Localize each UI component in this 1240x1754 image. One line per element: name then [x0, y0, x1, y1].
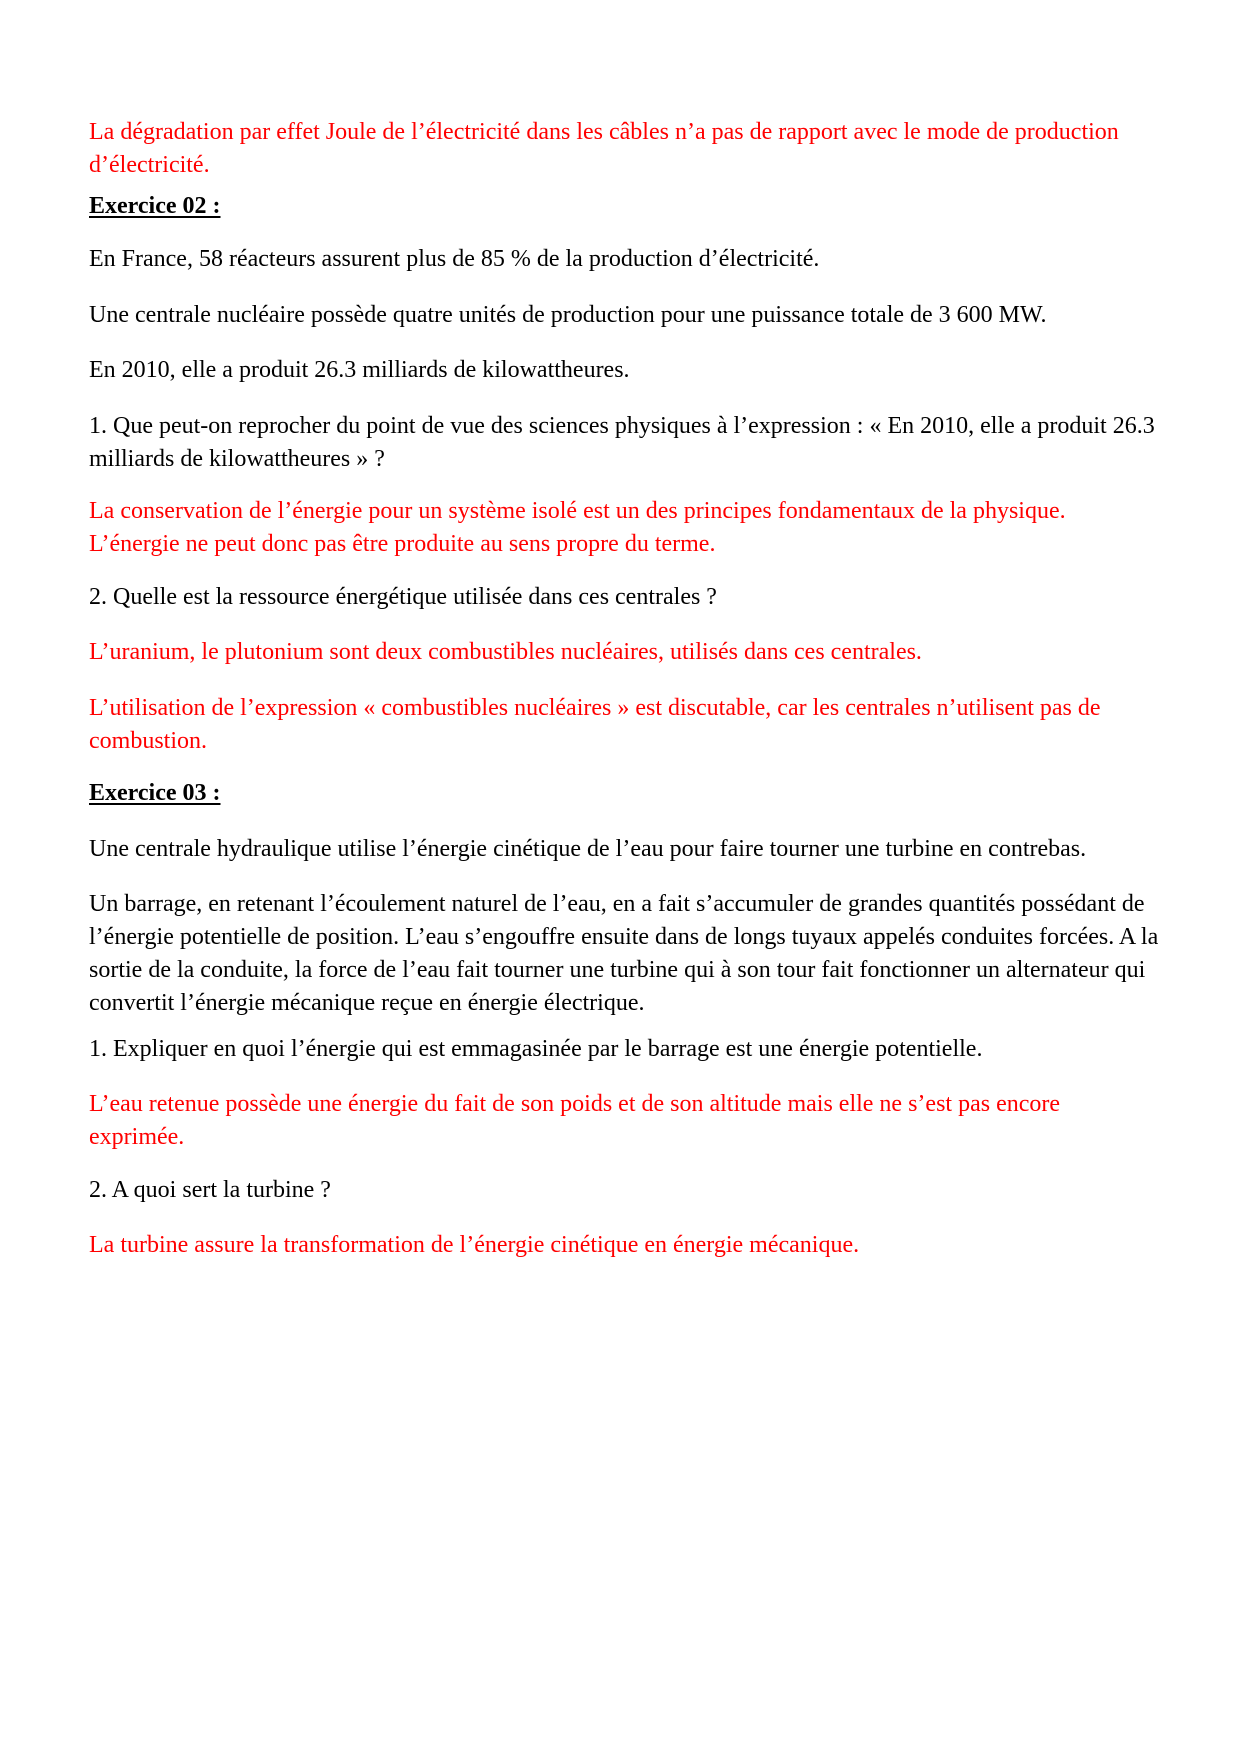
statement-hydraulic-plant: Une centrale hydraulique utilise l’énergie cinétique de l’eau pour faire tourner une turbine en contrebas. [89, 836, 1087, 862]
statement-nuclear-plant-power: Une centrale nucléaire possède quatre unités de production pour une puissance totale de 3 600 MW. [89, 302, 1047, 328]
heading-exercice-03: Exercice 03 : [89, 780, 221, 806]
question-3-1: 1. Expliquer en quoi l’énergie qui est emmagasinée par le barrage est une énergie potentielle. [89, 1036, 983, 1062]
question-2-2: 2. Quelle est la ressource énergétique utilisée dans ces centrales ? [89, 584, 717, 610]
statement-france-reactors: En France, 58 réacteurs assurent plus de 85 % de la production d’électricité. [89, 246, 820, 272]
answer-2-2-fuels: L’uranium, le plutonium sont deux combustibles nucléaires, utilisés dans ces centrales. [89, 639, 922, 665]
answer-3-1: L’eau retenue possède une énergie du fait de son poids et de son altitude mais elle ne s’est pas encore exprimée. [89, 1091, 1061, 1150]
statement-dam-description: Un barrage, en retenant l’écoulement naturel de l’eau, en a fait s’accumuler de grandes quantités possédant de l’énergie potentielle de position. L’eau s’engouffre ensuite dans de longs tuyaux appelés conduites forcées. A la sortie de la conduite, la force de l’eau fait tourner une turbine qui à son tour fait fonctionner un alternateur qui convertit l’énergie mécanique reçue en énergie électrique. [89, 891, 1159, 1016]
answer-2-1: La conservation de l’énergie pour un système isolé est un des principes fondamentaux de la physique. L’énergie ne peut donc pas être produite au sens propre du terme. [89, 498, 1066, 557]
answer-joule-effect: La dégradation par effet Joule de l’électricité dans les câbles n’a pas de rapport avec le mode de production d’électricité. [89, 119, 1119, 178]
question-2-1: 1. Que peut-on reprocher du point de vue des sciences physiques à l’expression : « En 2010, elle a produit 26.3 milliards de kilowattheures » ? [89, 413, 1155, 472]
answer-3-2: La turbine assure la transformation de l’énergie cinétique en énergie mécanique. [89, 1232, 860, 1258]
heading-exercice-02: Exercice 02 : [89, 193, 221, 219]
statement-production-2010: En 2010, elle a produit 26.3 milliards de kilowattheures. [89, 357, 630, 383]
answer-2-2-combustion: L’utilisation de l’expression « combustibles nucléaires » est discutable, car les centrales n’utilisent pas de combustion. [89, 695, 1101, 754]
question-3-2: 2. A quoi sert la turbine ? [89, 1177, 331, 1203]
